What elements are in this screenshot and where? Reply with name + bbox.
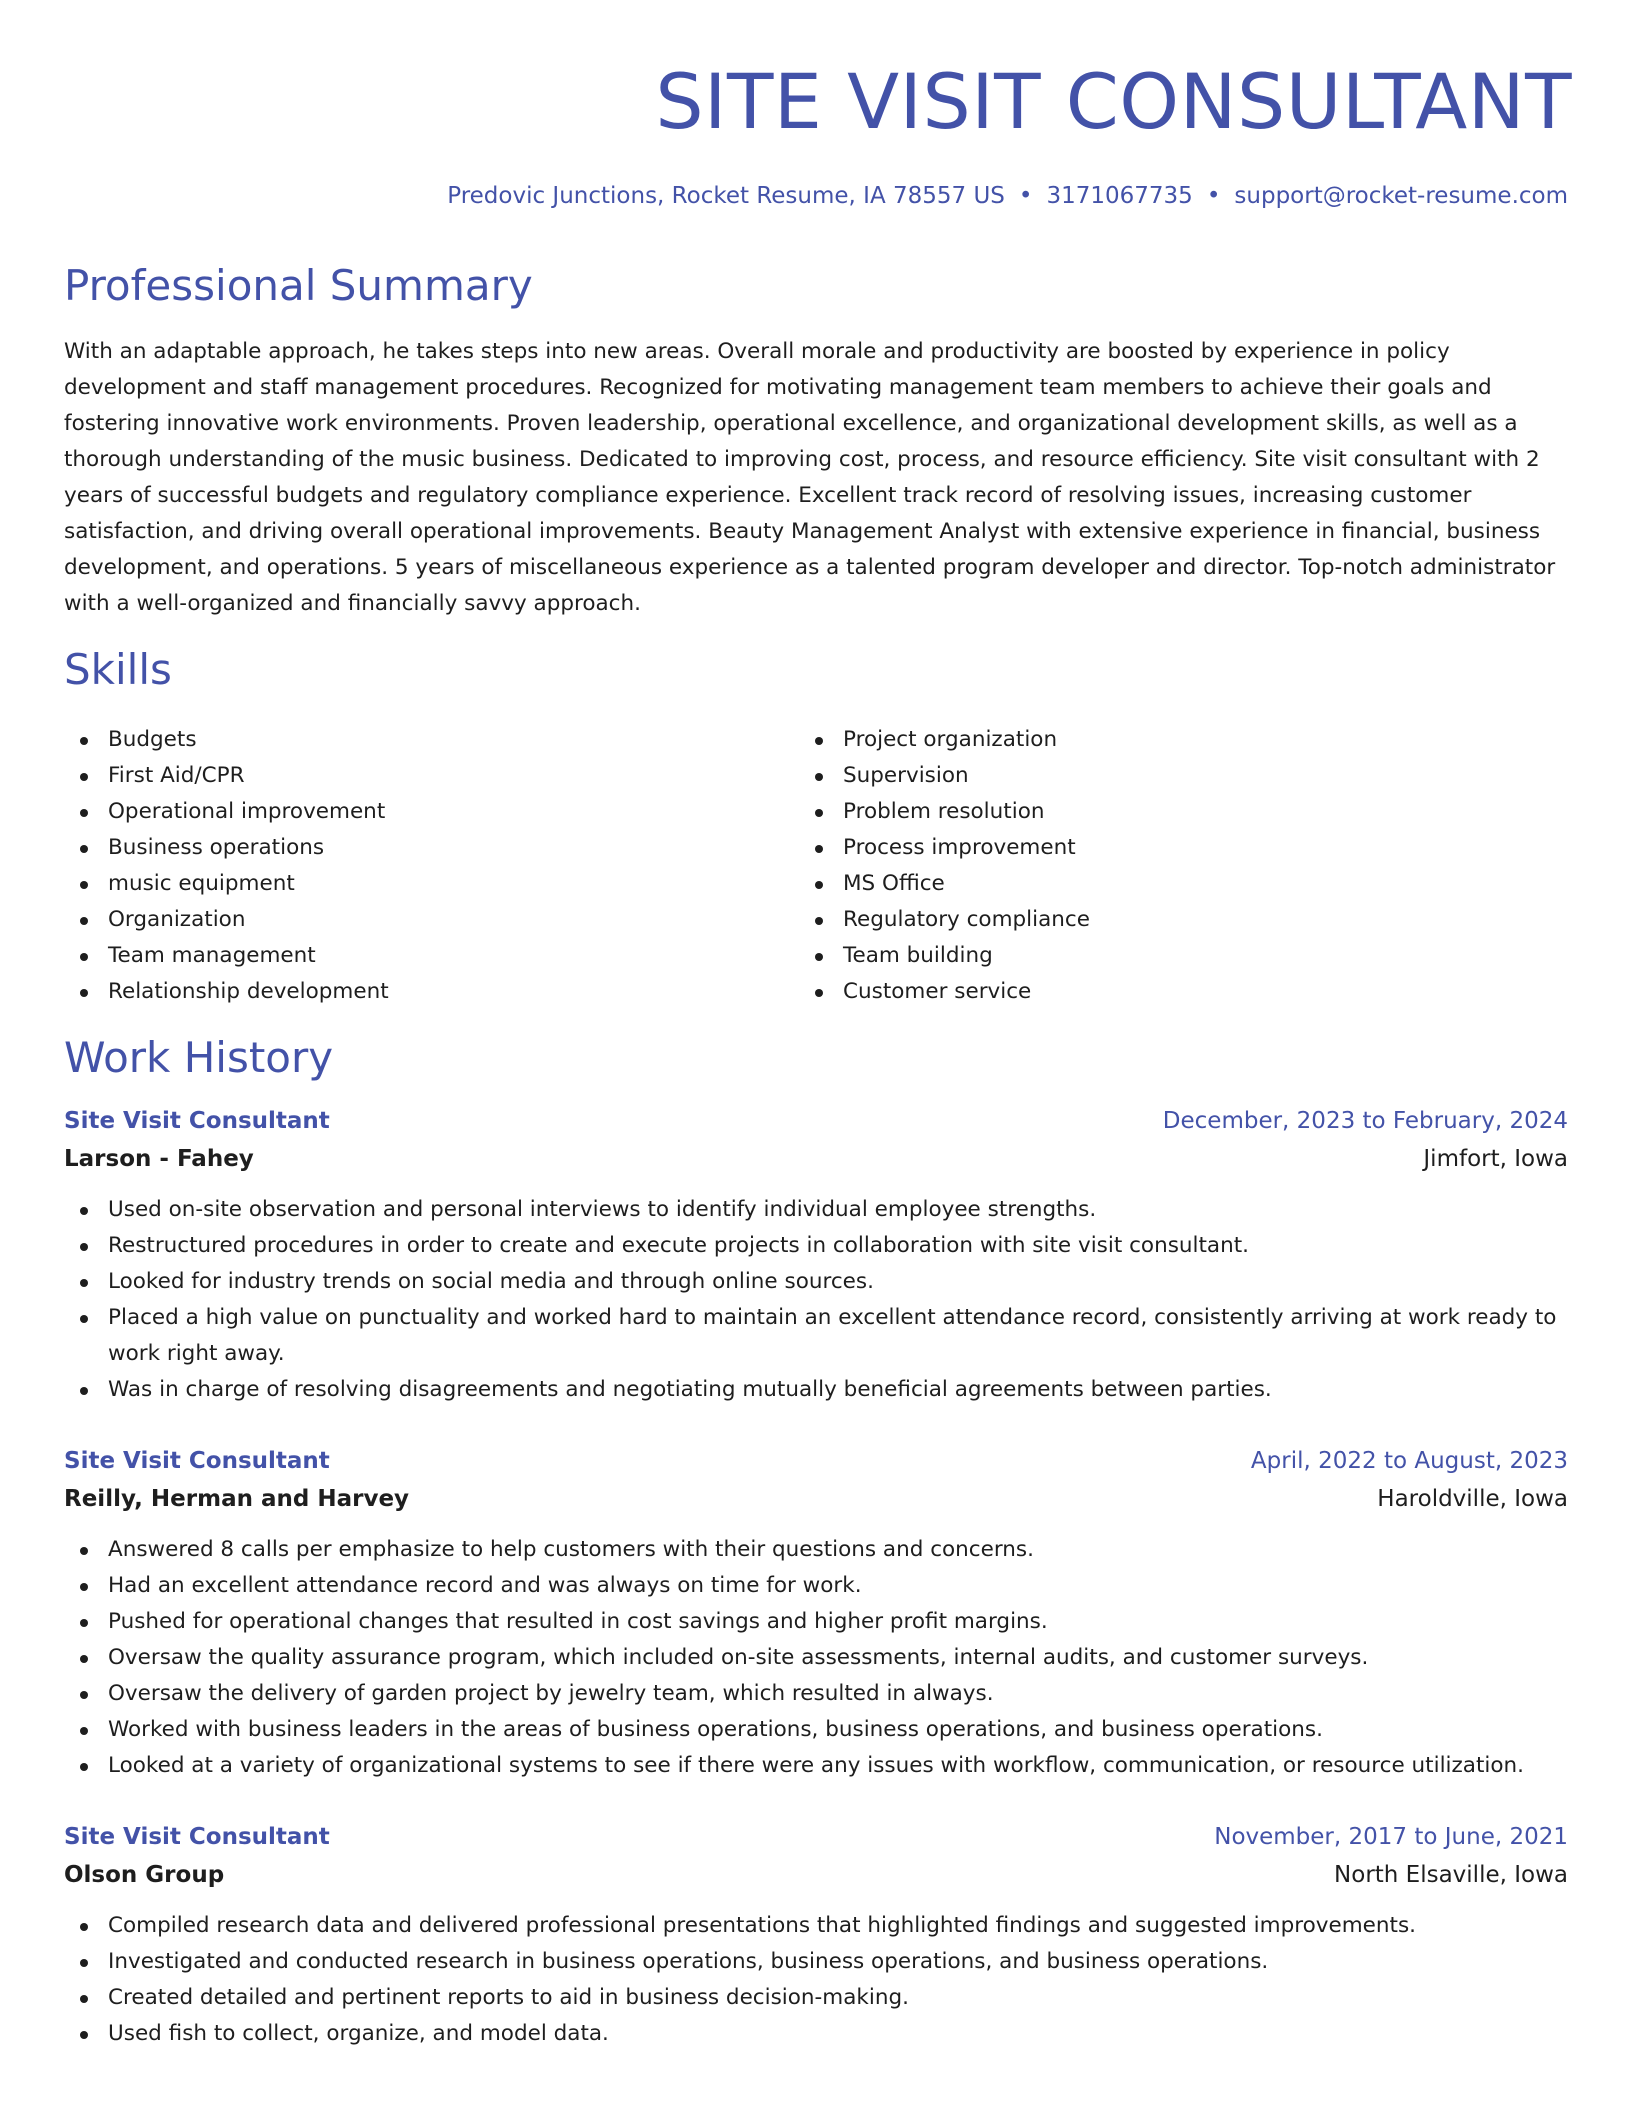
- job-title: Site Visit Consultant: [64, 1108, 330, 1134]
- skills-heading: Skills: [64, 645, 172, 694]
- job-entry: [64, 1818, 1568, 2052]
- job-company-row: [64, 1856, 1568, 1894]
- contact-address: Predovic Junctions, Rocket Resume, IA 78557 US: [447, 183, 1005, 209]
- job-title: Site Visit Consultant: [64, 1448, 330, 1474]
- job-header-row: [64, 1442, 1568, 1480]
- contact-email[interactable]: support@rocket-resume.com: [1234, 183, 1568, 209]
- skill-item: Supervision: [799, 758, 1090, 794]
- job-company: Reilly, Herman and Harvey: [64, 1486, 410, 1512]
- job-bullet: Was in charge of resolving disagreements and negotiating mutually beneficial agreements between parties.: [64, 1372, 1568, 1408]
- skill-item: Budgets: [64, 722, 389, 758]
- job-bullet: Created detailed and pertinent reports to aid in business decision-making.: [64, 1980, 1568, 2016]
- work-history-heading: Work History: [64, 1033, 334, 1082]
- job-bullet: Oversaw the delivery of garden project by jewelry team, which resulted in always.: [64, 1676, 1568, 1712]
- skill-item: First Aid/CPR: [64, 758, 389, 794]
- job-company: Olson Group: [64, 1862, 225, 1888]
- job-bullet: Used on-site observation and personal interviews to identify individual employee strengths.: [64, 1192, 1568, 1228]
- skill-item: Team management: [64, 938, 389, 974]
- skill-item: Regulatory compliance: [799, 902, 1090, 938]
- job-bullet: Investigated and conducted research in business operations, business operations, and business operations.: [64, 1944, 1568, 1980]
- job-header-row: [64, 1102, 1568, 1140]
- contact-phone: 3171067735: [1046, 183, 1193, 209]
- job-location: North Elsaville, Iowa: [1334, 1862, 1568, 1888]
- job-bullets: [64, 1192, 1568, 1408]
- skill-item: Project organization: [799, 722, 1090, 758]
- job-header-row: [64, 1818, 1568, 1856]
- job-bullet: Used fish to collect, organize, and model data.: [64, 2016, 1568, 2052]
- skills-list-right: [799, 722, 1090, 1010]
- job-bullet: Looked for industry trends on social media and through online sources.: [64, 1264, 1568, 1300]
- skill-item: Organization: [64, 902, 389, 938]
- job-bullet: Placed a high value on punctuality and worked hard to maintain an excellent attendance record, consistently arriving at work ready to work right away.: [64, 1300, 1568, 1372]
- skill-item: Operational improvement: [64, 794, 389, 830]
- job-bullet: Worked with business leaders in the areas of business operations, business operations, and business operations.: [64, 1712, 1568, 1748]
- skill-item: Team building: [799, 938, 1090, 974]
- job-bullets: [64, 1532, 1568, 1784]
- contact-separator: •: [1018, 183, 1033, 209]
- skill-item: Customer service: [799, 974, 1090, 1010]
- job-dates: December, 2023 to February, 2024: [1162, 1108, 1568, 1134]
- skill-item: Relationship development: [64, 974, 389, 1010]
- skills-list-left: [64, 722, 389, 1010]
- job-dates: April, 2022 to August, 2023: [1250, 1448, 1568, 1474]
- contact-separator: •: [1206, 183, 1221, 209]
- job-bullet: Restructured procedures in order to create and execute projects in collaboration with site visit consultant.: [64, 1228, 1568, 1264]
- job-company-row: [64, 1140, 1568, 1178]
- job-title: Site Visit Consultant: [64, 1824, 330, 1850]
- resume-name-title: SITE VISIT CONSULTANT: [655, 57, 1572, 146]
- job-bullet: Had an excellent attendance record and was always on time for work.: [64, 1568, 1568, 1604]
- skill-item: Business operations: [64, 830, 389, 866]
- job-location: Haroldville, Iowa: [1377, 1486, 1568, 1512]
- job-company-row: [64, 1480, 1568, 1518]
- job-entry: [64, 1442, 1568, 1784]
- skill-item: MS Office: [799, 866, 1090, 902]
- job-company: Larson - Fahey: [64, 1146, 254, 1172]
- summary-text: With an adaptable approach, he takes steps into new areas. Overall morale and productivity are boosted by experience in policy development and staff management procedures. Recognized for motivating management team members to achieve their goals and fostering innovative work environments. Proven leadership, operational excellence, and organizational development skills, as well as a thorough understanding of the music business. Dedicated to improving cost, process, and resource efficiency. Site visit consultant with 2 years of successful budgets and regulatory compliance experience. Excellent track record of resolving issues, increasing customer satisfaction, and driving overall operational improvements. Beauty Management Analyst with extensive experience in financial, business development, and operations. 5 years of miscellaneous experience as a talented program developer and director. Top-notch administrator with a well-organized and financially savvy approach.: [64, 339, 1556, 616]
- contact-line: [447, 180, 1568, 212]
- job-bullet: Looked at a variety of organizational systems to see if there were any issues with workflow, communication, or resource utilization.: [64, 1748, 1568, 1784]
- skill-item: Problem resolution: [799, 794, 1090, 830]
- job-entry: [64, 1102, 1568, 1408]
- job-location: Jimfort, Iowa: [1423, 1146, 1568, 1172]
- job-bullet: Compiled research data and delivered professional presentations that highlighted findings and suggested improvements.: [64, 1908, 1568, 1944]
- job-bullet: Answered 8 calls per emphasize to help customers with their questions and concerns.: [64, 1532, 1568, 1568]
- job-bullets: [64, 1908, 1568, 2052]
- summary-heading: Professional Summary: [64, 261, 533, 310]
- skill-item: music equipment: [64, 866, 389, 902]
- skill-item: Process improvement: [799, 830, 1090, 866]
- job-dates: November, 2017 to June, 2021: [1214, 1824, 1568, 1850]
- job-bullet: Pushed for operational changes that resulted in cost savings and higher profit margins.: [64, 1604, 1568, 1640]
- job-bullet: Oversaw the quality assurance program, which included on-site assessments, internal audits, and customer surveys.: [64, 1640, 1568, 1676]
